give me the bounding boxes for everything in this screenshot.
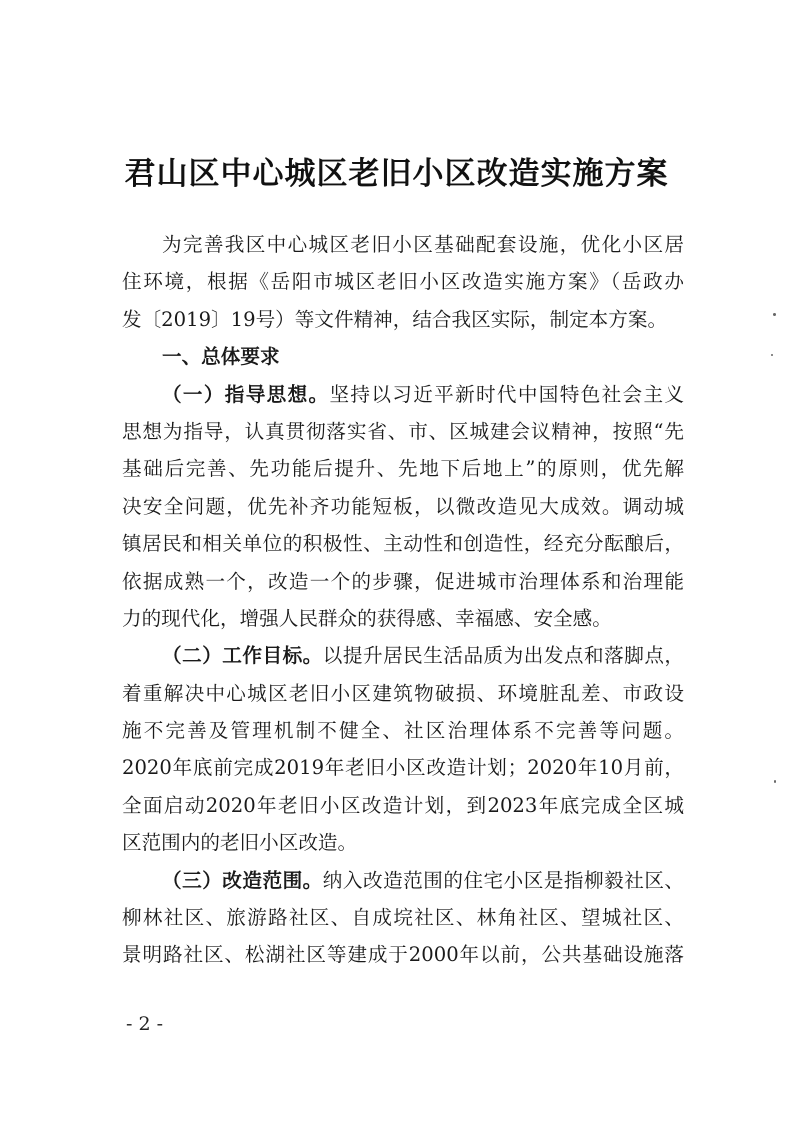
section-1-line-1 <box>122 376 684 413</box>
scan-speck <box>774 780 776 783</box>
section-2-line-5: 全面启动2020年老旧小区改造计划，到2023年底完成全区城 <box>122 793 684 817</box>
section-2-line-4: 2020年底前完成2019年老旧小区改造计划；2020年10月前， <box>122 756 684 780</box>
section-1-line-2: 思想为指导，认真贯彻落实省、市、区城建会议精神，按照“先 <box>122 419 684 443</box>
paragraph-intro-line-3: 发〔2019〕19号）等文件精神，结合我区实际，制定本方案。 <box>122 307 668 331</box>
paragraph-intro-line-1: 为完善我区中心城区老旧小区基础配套设施，优化小区居 <box>162 233 684 256</box>
section-2-lead: （二）工作目标。 <box>162 644 323 668</box>
scan-speck <box>773 313 776 316</box>
section-2-line-6: 区范围内的老旧小区改造。 <box>122 831 358 855</box>
page-number <box>0 1013 793 1035</box>
document-body <box>122 226 684 974</box>
section-1-line-4: 决安全问题，优先补齐功能短板，以微改造见大成效。调动城 <box>122 494 684 518</box>
section-1-line-1-text: 坚持以习近平新时代中国特色社会主义 <box>329 382 684 406</box>
section-2-line-3: 施不完善及管理机制不健全、社区治理体系不完善等问题。 <box>122 719 684 743</box>
section-1-line-7: 力的现代化，增强人民群众的获得感、幸福感、安全感。 <box>122 606 612 630</box>
section-2-line-1-text: 以提升居民生活品质为出发点和落脚点， <box>322 644 684 668</box>
section-3-line-2: 柳林社区、旅游路社区、自成垸社区、林角社区、望城社区、 <box>122 906 684 930</box>
section-1-lead: （一）指导思想。 <box>162 382 330 406</box>
paragraph-intro-line-2: 住环境，根据《岳阳市城区老旧小区改造实施方案》（岳政办 <box>122 270 684 294</box>
section-2-line-2: 着重解决中心城区老旧小区建筑物破损、环境脏乱差、市政设 <box>122 681 684 705</box>
section-heading-general-requirements: 一、总体要求 <box>162 345 280 369</box>
scan-speck <box>771 354 773 356</box>
section-2-line-1 <box>122 637 684 674</box>
section-1-line-5: 镇居民和相关单位的积极性、主动性和创造性，经充分酝酿后， <box>122 532 684 556</box>
section-3-line-3: 景明路社区、松湖社区等建成于2000年以前，公共基础设施落 <box>122 943 684 967</box>
document-title: 君山区中心城区老旧小区改造实施方案 <box>124 156 669 192</box>
section-3-line-1-text: 纳入改造范围的住宅小区是指柳毅社区、 <box>322 868 684 892</box>
page-number-text: - 2 - <box>125 1013 163 1035</box>
section-3-line-1 <box>122 862 684 899</box>
section-1-line-3: 基础后完善、先功能后提升、先地下后地上”的原则，优先解 <box>122 457 684 481</box>
section-1-line-6: 依据成熟一个，改造一个的步骤，促进城市治理体系和治理能 <box>122 569 684 593</box>
section-3-lead: （三）改造范围。 <box>162 868 323 892</box>
